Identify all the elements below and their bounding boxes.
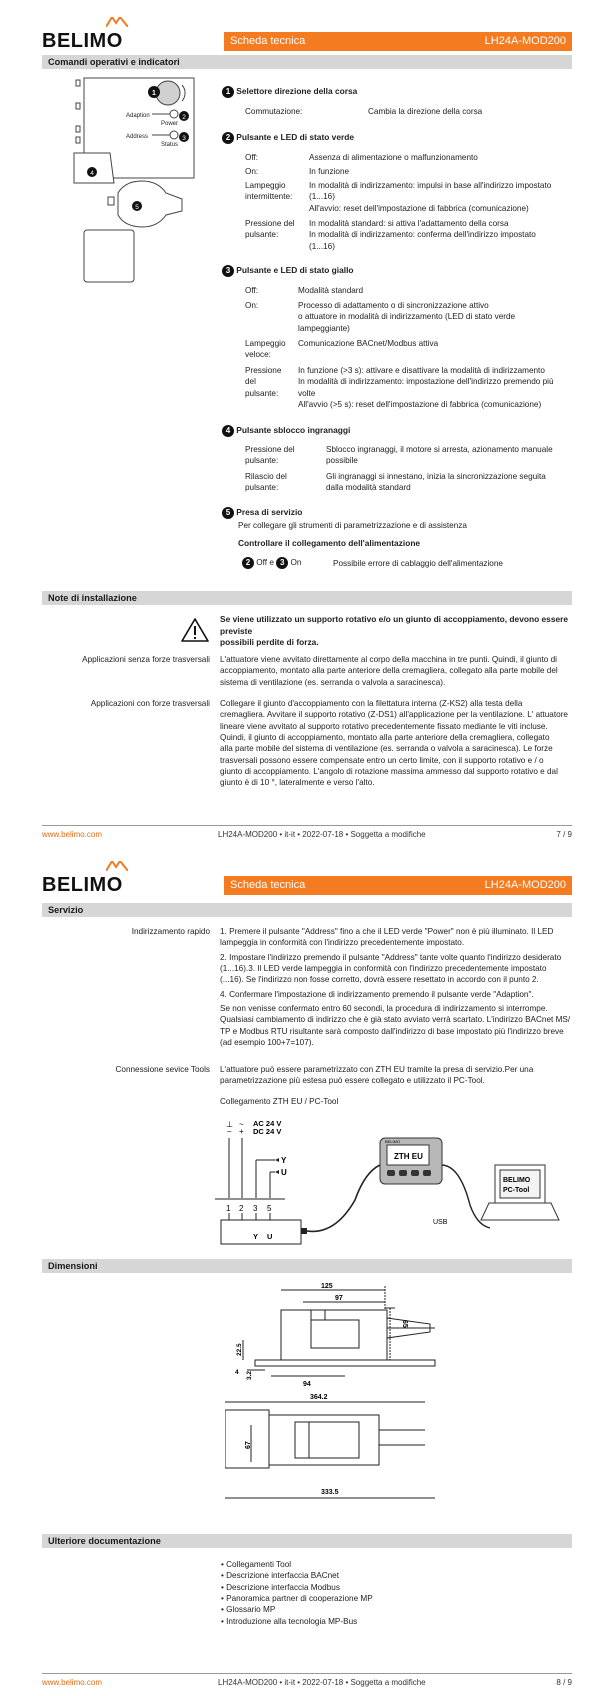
green-off-key: Off: <box>245 153 259 162</box>
actuator-front-drawing <box>70 75 205 290</box>
service-tools-text: L'attuatore può essere parametrizzato con ZTH EU tramite la presa di servizio.Per una parametrizzazione più estesa può essere collegato e utilizzato il PC-Tool. <box>220 1065 534 1086</box>
green-blink-key: Lampeggio intermittente: <box>245 181 293 202</box>
logo-mark-icon <box>106 17 128 27</box>
dim-22-5: 22.5 <box>236 1343 243 1356</box>
yellow-fast-value: Comunicazione BACnet/Modbus attiva <box>298 339 439 348</box>
svg-text:1: 1 <box>152 90 156 97</box>
check-power-state: 2 Off e 3 On <box>242 557 301 569</box>
quick-addressing-text: 1. Premere il pulsante "Address" fino a che il LED verde "Power" non è più illuminato. Il LED lampeggia in conformità con l'indirizzo precedentemente impostato. 2. Impostare l'indirizzo premendo il pulsante "Address" tante volte quanto l'indirizzo desiderato (1...16).3. Il LED verde lampeggia in conformità con l'indirizzo precedentemente impostato (...16). Se l'indirizzo non fosse corretto, dovrà essere resettato in accordo con il punto 2. 4. Confermare l'impostazione di indirizzamento premendo il pulsante verde "Adaption". Se non venisse confermato entro 60 secondi, la procedura di indirizzamento si interrompe. Qualsiasi cambiamento di indirizzo che è già stato avviato verrà scartato. L'indirizzo BACnet MS/ TP e Modbus RTU risultante sarà composto dall'indirizzo di base impostato più l'indirizzo breve (ad esempio 100+7=107). <box>220 927 571 1047</box>
tilde-symbol: ~ <box>239 1120 244 1129</box>
section-service-header: Servizio <box>42 903 572 917</box>
address-label: Address <box>126 134 149 140</box>
zth-brand: BELIMO <box>385 1139 401 1144</box>
page-header <box>42 24 572 52</box>
section-install-header: Note di installazione <box>42 591 572 605</box>
yellow-off-value: Modalità standard <box>298 286 364 295</box>
app1-text: L'attuatore viene avvitato direttamente al corpo della macchina in tre punti. Quindi, il giunto di accoppiamento, montato alla parte anteriore della cremagliera, collegato alla parte mobile del sistema di ventilazione (es. serranda o valvola a saracinesca). <box>220 655 558 687</box>
yellow-press-key: Pressione del pulsante: <box>245 366 282 398</box>
warning-icon <box>180 617 210 643</box>
green-on-key: On: <box>245 167 259 176</box>
terminal-3: 3 <box>253 1204 258 1213</box>
u-signal-label: U <box>281 1168 287 1177</box>
yellow-on-value: Processo di adattamento o di sincronizzazione attivo o attuatore in modalità di indirizzamento (LED di stato verde lampeggiante) <box>298 301 516 333</box>
footer-url-link[interactable]: www.belimo.com <box>42 1678 103 1687</box>
doc-type: Scheda tecnica <box>230 35 306 47</box>
connection-title: Collegamento ZTH EU / PC-Tool <box>220 1097 339 1106</box>
footer-page-number: 8 / 9 <box>556 1678 572 1687</box>
yellow-off-key: Off: <box>245 286 259 295</box>
svg-text:2: 2 <box>182 114 186 121</box>
wiring-diagram <box>215 1110 565 1250</box>
item-2-title: 2 Pulsante e LED di stato verde <box>222 132 354 144</box>
quick-addressing-label: Indirizzamento rapido <box>131 927 210 936</box>
model-name: LH24A-MOD200 <box>484 879 566 891</box>
check-power-desc: Possibile errore di cablaggio dell'alimentazione <box>333 559 503 568</box>
release-press-key: Pressione del pulsante: <box>245 445 295 466</box>
check-power-title: Controllare il collegamento dell'alimentazione <box>238 538 421 548</box>
power-label: Power <box>161 121 179 127</box>
warning-text: Se viene utilizzato un supporto rotativo e/o un giunto di accoppiamento, devono essere previste possibili perdite di forza. <box>220 614 569 648</box>
dc-label: DC 24 V <box>253 1127 282 1136</box>
terminal-2: 2 <box>239 1204 244 1213</box>
release-press-value: Sblocco ingranaggi, il motore si arresta, azionamento manuale possibile <box>326 445 553 466</box>
doc-type: Scheda tecnica <box>230 879 306 891</box>
item-5-title: 5 Presa di servizio <box>222 507 302 519</box>
y-signal-label: Y <box>281 1156 287 1165</box>
page-8 <box>0 848 600 1696</box>
svg-text:5: 5 <box>135 204 139 211</box>
green-press-value: In modalità standard: si attiva l'adattamento della corsa In modalità di indirizzamento: conferma dell'indirizzo impostato (1...16) <box>309 219 536 251</box>
box-u-label: U <box>267 1232 273 1241</box>
svg-text:4: 4 <box>90 170 94 177</box>
footer-page-number: 7 / 9 <box>556 830 572 839</box>
dim-67: 67 <box>245 1441 252 1449</box>
dimensions-drawing <box>225 1280 480 1510</box>
dim-65: 65 <box>401 1320 408 1328</box>
item-4-title: 4 Pulsante sblocco ingranaggi <box>222 425 350 437</box>
footer-doc-info: LH24A-MOD200 • it-it • 2022-07-18 • Soggetta a modifiche <box>218 830 426 839</box>
docs-list-item[interactable]: • Collegamenti Tool <box>221 1560 292 1569</box>
item-1-title: 1 Selettore direzione della corsa <box>222 86 357 98</box>
page-header <box>42 868 572 896</box>
section-controls-header: Comandi operativi e indicatori <box>42 55 572 69</box>
title-bar <box>224 876 572 895</box>
app2-text: Collegare il giunto d'accoppiamento con la filettatura interna (Z-KS2) alla testa della cremagliera. Avvitare il supporto rotativo (Z-DS1) all'applicazione per la ventilazione. L' attuatore lineare viene avvitato al supporto rotativo precedentemente fissato mediante le viti incluse. Quindi, il giunto di accoppiamento, montato alla parte anteriore della cremagliera, collegato alla parte mobile del sistema di ventilazione (es. serranda o valvola a saracinesca). Le forze trasversali possono essere compensate entro un certo limite, con il supporto rotativo e / o giunto di accoppiamento. L'angolo di rotazione massima ammesso dal supporto rotativo e dal giunto è di 10 °, lateralmente e verso l'alto. <box>220 699 568 788</box>
dim-4: 4 <box>235 1369 239 1376</box>
dim-333-5: 333.5 <box>321 1489 339 1496</box>
service-tools-label: Connessione sevice Tools <box>115 1065 210 1074</box>
item-3-title: 3 Pulsante e LED di stato giallo <box>222 265 354 277</box>
minus-symbol: – <box>227 1127 232 1136</box>
app1-label: Applicazioni senza forze trasversali <box>82 655 210 664</box>
app2-label: Applicazioni con forze trasversali <box>90 699 210 708</box>
dim-3-2: 3.2 <box>246 1370 253 1380</box>
item-1-value: Cambia la direzione della corsa <box>368 107 483 116</box>
svg-text:3: 3 <box>182 135 186 142</box>
dim-94: 94 <box>303 1381 311 1388</box>
logo-mark-icon <box>106 861 128 871</box>
terminal-5: 5 <box>267 1204 272 1213</box>
green-press-key: Pressione del pulsante: <box>245 219 295 240</box>
green-on-value: In funzione <box>309 167 350 176</box>
docs-list-item[interactable]: • Glossario MP <box>221 1605 276 1615</box>
green-off-value: Assenza di alimentazione o malfunzionamento <box>309 153 478 162</box>
usb-label: USB <box>433 1219 448 1226</box>
green-blink-value: In modalità di indirizzamento: impulsi in base all'indirizzo impostato (1...16) All'avvio: reset dell'impostazione di fabbrica (comunicazione) <box>309 181 552 213</box>
docs-list <box>221 1559 373 1627</box>
item-1-key: Commutazione: <box>245 107 303 116</box>
status-label: Status <box>161 142 179 148</box>
gnd-symbol: ⊥ <box>226 1120 233 1129</box>
footer-url-link[interactable]: www.belimo.com <box>42 830 103 839</box>
release-rel-key: Rilascio del pulsante: <box>245 472 287 493</box>
dim-97: 97 <box>335 1295 343 1302</box>
plus-symbol: + <box>239 1127 244 1136</box>
terminal-1: 1 <box>226 1204 231 1213</box>
ac-label: AC 24 V <box>253 1119 282 1128</box>
docs-list-item[interactable]: • Introduzione alla tecnologia MP-Bus <box>221 1616 358 1626</box>
adaption-label: Adaption <box>126 113 150 119</box>
yellow-on-key: On: <box>245 301 259 310</box>
pc-tool-label: PC-Tool <box>503 1187 530 1194</box>
footer-rule <box>42 1673 572 1674</box>
brand-logo: BELIMO <box>42 30 123 52</box>
section-docs-header: Ulteriore documentazione <box>42 1534 572 1548</box>
model-name: LH24A-MOD200 <box>484 35 566 47</box>
dim-125: 125 <box>321 1283 333 1290</box>
yellow-press-value: In funzione (>3 s): attivare e disattivare la modalità di indirizzamento In modalità di indirizzamento: impostazione dell'indirizzo premendo più volte All'avvio (>5 s): reset dell'impostazione di fabbrica (comunicazione) <box>298 366 554 409</box>
yellow-fast-key: Lampeggio veloce: <box>245 339 286 360</box>
box-y-label: Y <box>253 1232 259 1241</box>
docs-list-item[interactable]: • Descrizione interfaccia Modbus <box>221 1582 340 1592</box>
docs-list-item[interactable]: • Descrizione interfaccia BACnet <box>221 1571 339 1581</box>
footer-doc-info: LH24A-MOD200 • it-it • 2022-07-18 • Soggetta a modifiche <box>218 1678 426 1687</box>
zth-label: ZTH EU <box>394 1152 423 1161</box>
item-5-desc: Per collegare gli strumenti di parametrizzazione e di assistenza <box>238 521 467 530</box>
docs-list-item[interactable]: • Panoramica partner di cooperazione MP <box>221 1593 373 1603</box>
dim-364-2: 364.2 <box>310 1394 328 1401</box>
release-rel-value: Gli ingranaggi si innestano, inizia la sincronizzazione seguita dalla modalità standard <box>326 472 546 493</box>
brand-logo: BELIMO <box>42 874 123 896</box>
section-dimensions-header: Dimensioni <box>42 1259 572 1273</box>
footer-rule <box>42 825 572 826</box>
pc-belimo-label: BELIMO <box>503 1177 531 1184</box>
title-bar <box>224 32 572 51</box>
